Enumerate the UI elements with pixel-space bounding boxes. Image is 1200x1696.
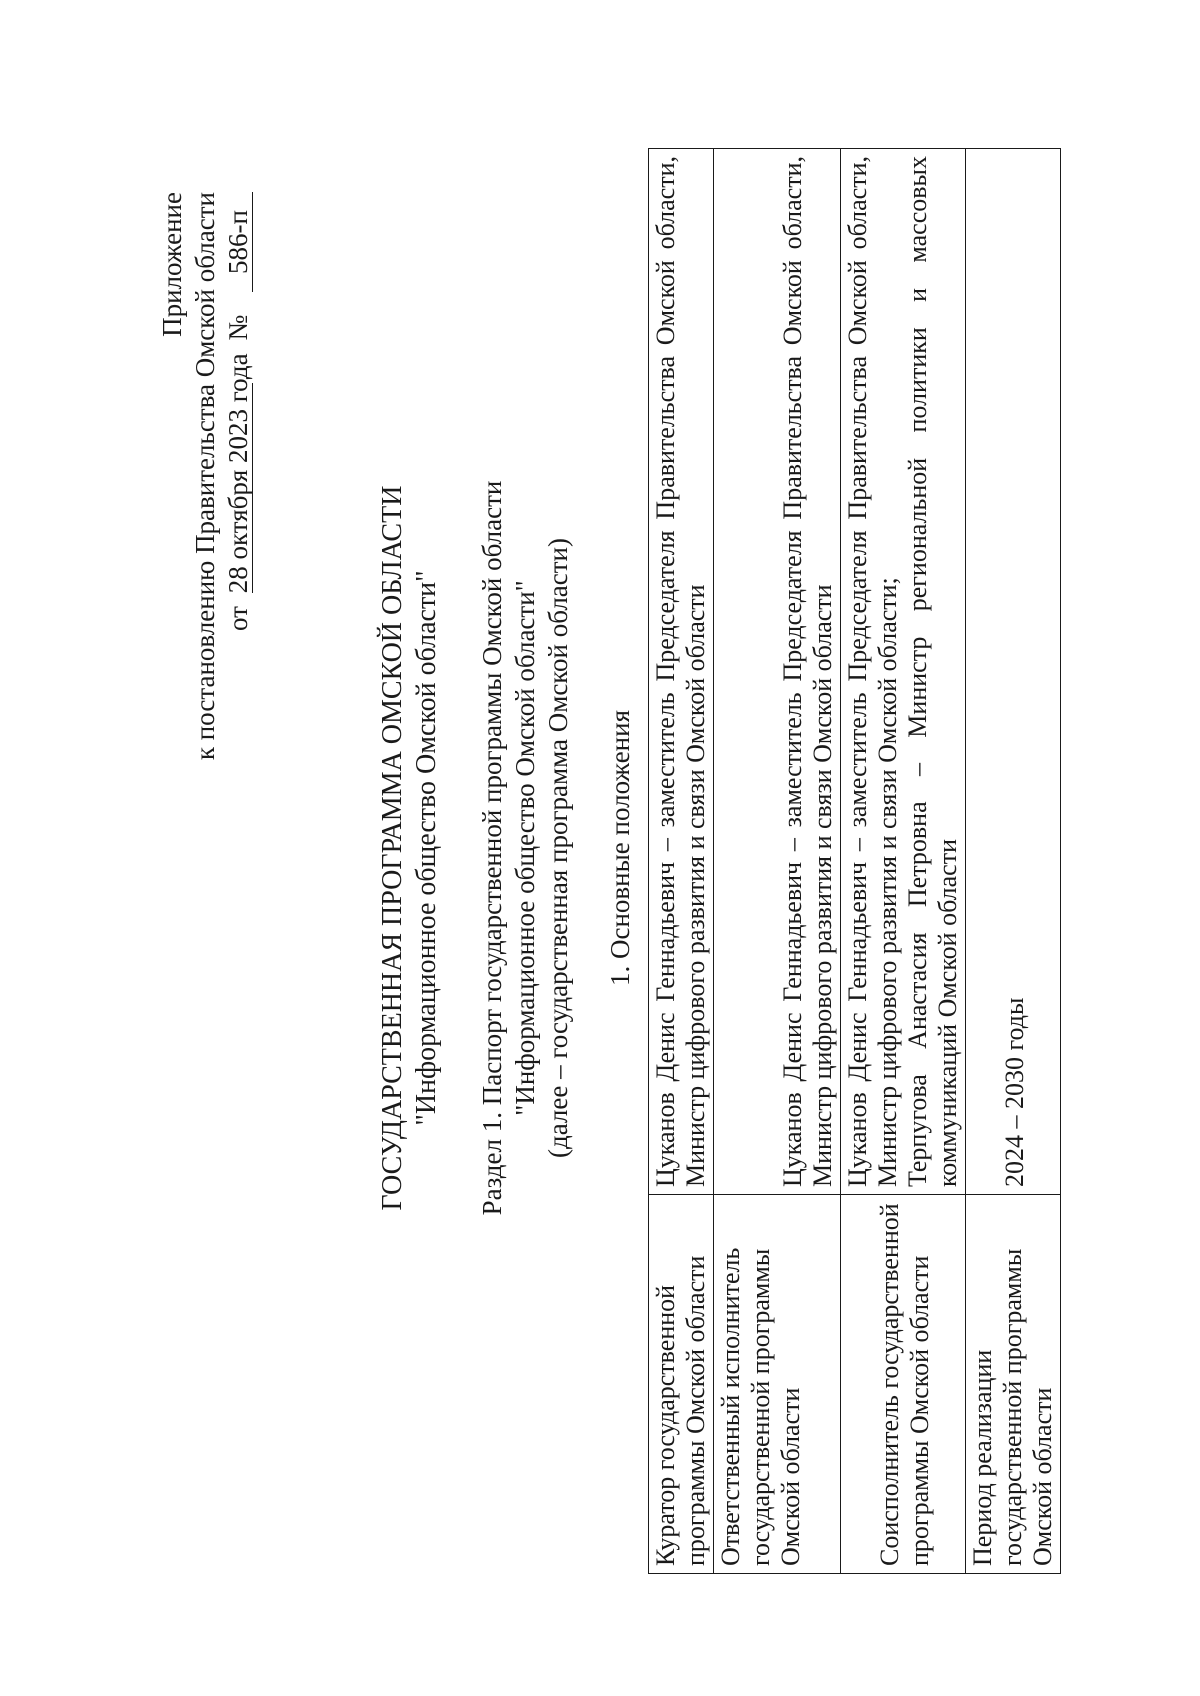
row-label-period: Период реализации государственной программы Омской области <box>966 1195 1061 1574</box>
number-label: № <box>223 314 253 341</box>
date-prefix: от <box>223 606 253 631</box>
passport-table <box>648 148 1061 1574</box>
row-label-responsive-executor: Ответственный исполнитель государственной программы Омской области <box>714 1195 841 1574</box>
row-value-text: Терпугова Анастасия Петровна – Министр региональной политики и массовых коммуникаций Омской области <box>903 156 962 1187</box>
program-heading <box>376 0 444 1696</box>
appendix-reference: к постановлению Правительства Омской области <box>190 192 220 761</box>
row-label-co-executor: Соисполнитель государственной программы Омской области <box>841 1195 966 1574</box>
positions-heading: 1. Основные положения <box>605 710 635 986</box>
row-value-period <box>966 149 1061 1195</box>
row-value-curator <box>649 149 714 1195</box>
appendix-heading: Приложение <box>157 192 187 337</box>
section-title-line-1: Раздел 1. Паспорт государственной программы Омской области <box>477 480 507 1216</box>
program-subtitle: "Информационное общество Омской области" <box>411 570 442 1126</box>
appendix-date-number-line <box>222 192 255 760</box>
section-title-line-3: (далее – государственная программа Омской области) <box>543 538 573 1159</box>
row-value-text: Цуканов Денис Геннадьевич – заместитель Председателя Правительства Омской области, Министр цифрового развития и связи Омской области; <box>843 156 902 1187</box>
row-value-responsive-executor <box>714 149 841 1195</box>
section-title-line-2: "Информационное общество Омской области" <box>510 580 540 1116</box>
table-row <box>966 149 1061 1574</box>
number-field: 586-п <box>224 192 253 292</box>
table-row <box>841 149 966 1574</box>
row-value-text: Цуканов Денис Геннадьевич – заместитель Председателя Правительства Омской области, Министр цифрового развития и связи Омской области <box>778 156 837 1187</box>
section-heading <box>476 0 575 1696</box>
row-value-text: Цуканов Денис Геннадьевич – заместитель Председателя Правительства Омской области, Министр цифрового развития и связи Омской области <box>651 156 710 1187</box>
table-row <box>714 149 841 1574</box>
table-row <box>649 149 714 1574</box>
row-value-text: 2024 – 2030 годы <box>1000 997 1029 1187</box>
appendix-block <box>156 192 255 760</box>
row-label-curator: Куратор государственной программы Омской области <box>649 1195 714 1574</box>
row-value-co-executor <box>841 149 966 1195</box>
program-title: ГОСУДАРСТВЕННАЯ ПРОГРАММА ОМСКОЙ ОБЛАСТИ <box>377 485 408 1211</box>
date-field: 28 октября 2023 года <box>223 353 253 594</box>
